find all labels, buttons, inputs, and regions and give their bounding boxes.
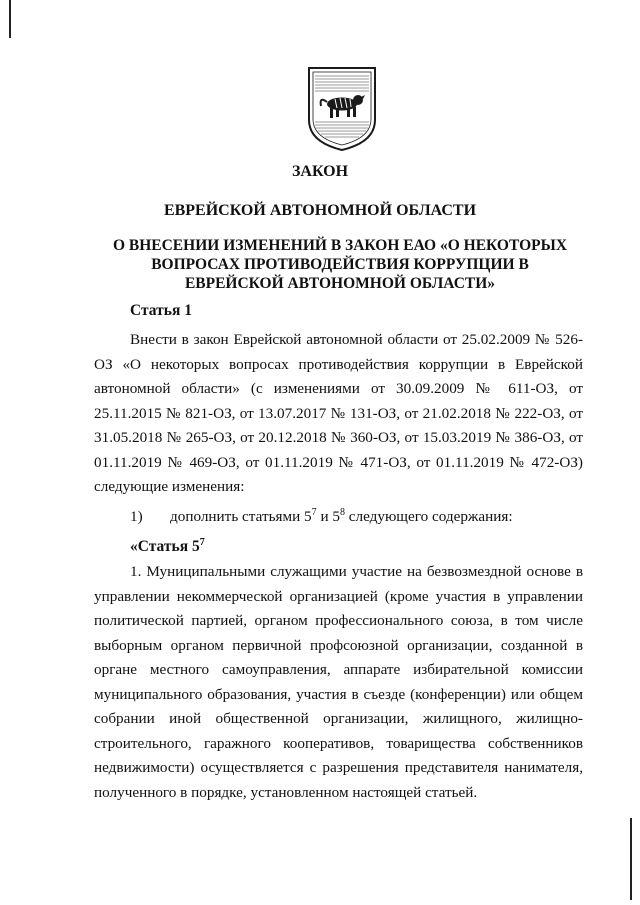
article-5-7-heading-text: «Статья 5 <box>130 538 200 555</box>
document-region: ЕВРЕЙСКОЙ АВТОНОМНОЙ ОБЛАСТИ <box>163 202 477 219</box>
item-text-middle: и 5 <box>316 508 340 525</box>
item-number: 1) <box>130 508 143 525</box>
article-5-7-heading-superscript: 7 <box>199 536 205 548</box>
item-superscript-1: 7 <box>311 506 317 518</box>
document-title: ЗАКОН <box>291 163 349 180</box>
article-1-body: Внести в закон Еврейской автономной области от 25.02.2009 № 526-ОЗ «О некоторых вопросах противодействия коррупции в Еврейской автономной области» (с изменениями от 30.09.2009 № 611-ОЗ, от 25.11.2015 № 821-ОЗ, от 13.07.2017 № 131-ОЗ, от 21.02.2018 № 222-ОЗ, от 31.05.2018 № 265-ОЗ, от 20.12.2018 № 360-ОЗ, от 15.03.2019 № 386-ОЗ, от 01.11.2019 № 469-ОЗ, от 01.11.2019 № 471-ОЗ, от 01.11.2019 № 472-ОЗ) следующие изменения: <box>94 331 583 495</box>
scan-edge-mark-top-left <box>9 0 11 38</box>
item-text-before: дополнить статьями 5 <box>170 508 312 525</box>
scan-edge-mark-bottom-right <box>630 818 632 900</box>
article-5-7-heading <box>130 538 205 556</box>
article-1-item-1 <box>130 508 513 526</box>
document-subject: О ВНЕСЕНИИ ИЗМЕНЕНИЙ В ЗАКОН ЕАО «О НЕКОТОРЫХ ВОПРОСАХ ПРОТИВОДЕЙСТВИЯ КОРРУПЦИИ В ЕВРЕЙСКОЙ АВТОНОМНОЙ ОБЛАСТИ» <box>112 237 568 292</box>
article-1-heading: Статья 1 <box>130 302 192 319</box>
item-text-after: следующего содержания: <box>344 508 513 525</box>
coat-of-arms-icon <box>305 62 379 152</box>
article-5-7-paragraph-1: 1. Муниципальными служащими участие на безвозмездной основе в управлении некоммерческой организацией (кроме участия в управлении политической партией, органом профессионального союза, в том числе выборным органом первичной профсоюзной организации, созданной в органе местного самоуправления, аппарате избирательной комиссии муниципального образования, участия в съезде (конференции) или общем собрании иной общественной организации, жилищного, жилищно-строительного, гаражного кооперативов, товарищества собственников недвижимости) осуществляется с разрешения представителя нанимателя, полученного в порядке, установленном настоящей статьей. <box>94 563 583 801</box>
item-superscript-2: 8 <box>339 506 345 518</box>
